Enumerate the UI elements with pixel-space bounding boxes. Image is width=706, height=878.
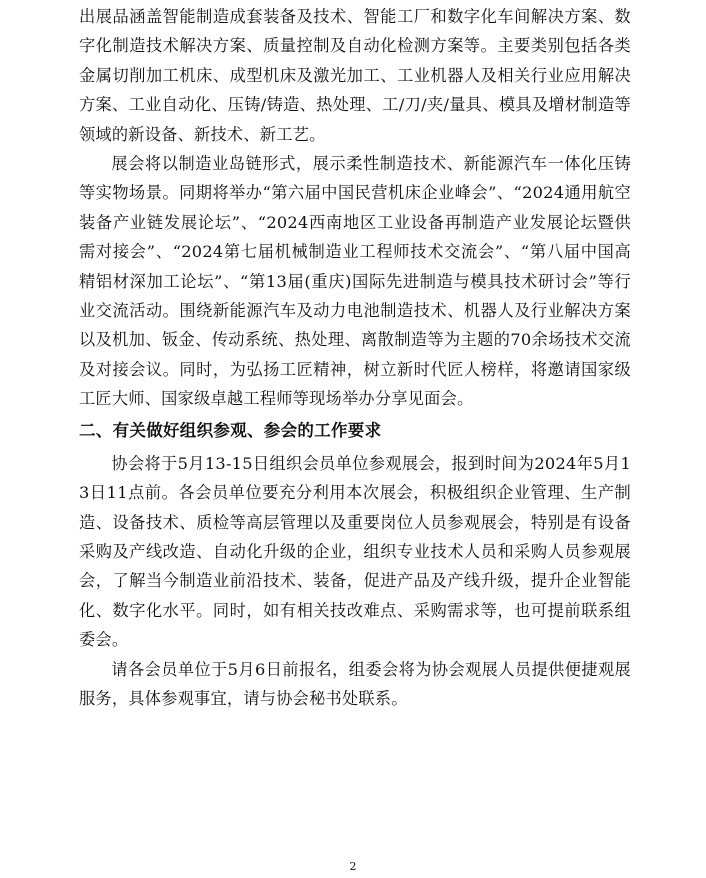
paragraph-visit-arrangement: 协会将于5月13-15日组织会员单位参观展会，报到时间为2024年5月13日11点前。各会员单位要充分利用本次展会，积极组织企业管理、生产制造、设备技术、质检等高层管理以及重要岗位人员参观展会，特别是有设备采购及产线改造、自动化升级的企业，组织专业技术人员和采购人员参观展会，了解当今制造业前沿技术、装备，促进产品及产线升级，提升企业智能化、数字化水平。同时，如有相关技改难点、采购需求等，也可提前联系组委会。 [79,453,631,650]
paragraph-registration: 请各会员单位于5月6日前报名，组委会将为协会观展人员提供便捷观展服务，具体参观事宜，请与协会秘书处联系。 [79,659,631,708]
paragraph-events: 展会将以制造业岛链形式，展示柔性制造技术、新能源汽车一体化压铸等实物场景。同期将举办“第六届中国民营机床企业峰会”、“2024通用航空装备产业链发展论坛”、“2024西南地区工业设备再制造产业发展论坛暨供需对接会”、“2024第七届机械制造业工程师技术交流会”、“第八届中国高精铝材深加工论坛”、“第13届(重庆)国际先进制造与模具技术研讨会”等行业交流活动。围绕新能源汽车及动力电池制造技术、机器人及行业解决方案以及机加、钣金、传动系统、热处理、离散制造等为主题的70余场技术交流及对接会议。同时，为弘扬工匠精神，树立新时代匠人榜样，将邀请国家级工匠大师、国家级卓越工程师等现场举办分享见面会。 [79,154,631,409]
paragraph-exhibits: 出展品涵盖智能制造成套装备及技术、智能工厂和数字化车间解决方案、数字化制造技术解决方案、质量控制及自动化检测方案等。主要类别包括各类金属切削加工机床、成型机床及激光加工、工业机器人及相关行业应用解决方案、工业自动化、压铸/铸造、热处理、工/刀/夹/量具、模具及增材制造等领域的新设备、新技术、新工艺。 [79,7,631,144]
document-body [79,2,631,713]
section-heading: 二、有关做好组织参观、参会的工作要求 [79,420,382,440]
page-number: 2 [349,860,357,873]
